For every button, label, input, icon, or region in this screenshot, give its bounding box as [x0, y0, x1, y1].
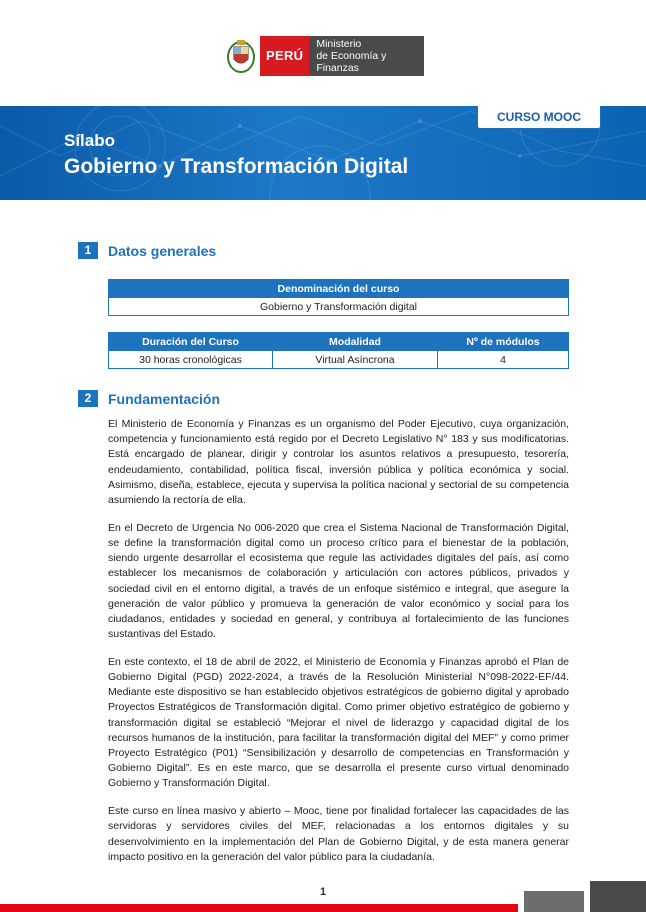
table-header: Nº de módulos: [438, 333, 569, 351]
logo-ministry-name: [309, 36, 424, 76]
paragraph: En el Decreto de Urgencia No 006-2020 que crea el Sistema Nacional de Transformación Digital, se define la transformación digital como un proceso crítico para el bienestar de la población, siendo urgente desarrollar el ecosistema que regule las actividades digitales del país, así como establecer los mecanismos de colaboración y articulación con actores públicos, privados y sociedad civil en el entorno digital, a través de un enfoque sistémico e integral, que asegure la generación de valor público y promueva la generación de valor económico y social para los ciudadanos, entidades y sociedad en general, y contribuya al fortalecimiento de las funciones sustantivas del Estado.: [108, 521, 569, 641]
table-header: Modalidad: [273, 333, 438, 351]
section-number: 1: [78, 242, 98, 259]
document-subtitle: Sílabo: [64, 131, 116, 150]
footer-dark-block: [590, 881, 646, 912]
paragraph: En este contexto, el 18 de abril de 2022, el Ministerio de Economía y Finanzas aprobó el Plan de Gobierno Digital (PGD) 2022-2024, a través de la Resolución Ministerial N°098-2022-EF/44. Mediante este dispositivo se han establecido objetivos estratégicos de gobierno digital y aprobado Proyectos Estratégicos de Transformación digital. Como primer objetivo estratégico de gobierno y transformación digital se estableció “Mejorar el nivel de liderazgo y capacidad digital de los recursos humanos de la institución, para facilitar la transformación digital del MEF” y como primer Proyecto Estratégico (P01) “Sensibilización y desarrollo de competencias en Transformación y Gobierno Digital”. Es en este marco, que se desarrolla el presente curso virtual denominado Gobierno y Transformación Digital.: [108, 655, 569, 790]
logo-ministry-line1: Ministerio: [316, 38, 362, 50]
ministry-logo: [226, 36, 424, 76]
footer-grey-block: [524, 891, 584, 912]
section-title: Datos generales: [108, 242, 217, 259]
document-title: Gobierno y Transformación Digital: [64, 155, 409, 178]
page-number: 1: [319, 886, 327, 898]
table-header: Duración del Curso: [109, 333, 273, 351]
section-number: 2: [78, 390, 98, 407]
course-name-table: [108, 279, 569, 316]
table-cell: Gobierno y Transformación digital: [109, 298, 569, 316]
course-type-tag: CURSO MOOC: [477, 106, 601, 129]
paragraph: Este curso en línea masivo y abierto – Mooc, tiene por finalidad fortalecer las capacidades de las servidoras y servidores civiles del MEF, relacionadas a los entornos digitales y su desenvolvimiento en la implementación del Plan de Gobierno Digital, y de esta manera generar impacto positivo en la generación del valor público para la ciudadanía.: [108, 805, 569, 863]
section-heading-datos-generales: [78, 242, 216, 259]
course-details-table: [108, 332, 569, 369]
logo-country: PERÚ: [260, 36, 309, 76]
table-cell: Virtual Asíncrona: [273, 351, 438, 369]
table-cell: 4: [438, 351, 569, 369]
section-heading-fundamentacion: [78, 390, 220, 407]
fundamentacion-body: [108, 417, 569, 877]
table-cell: 30 horas cronológicas: [109, 351, 273, 369]
table-header: Denominación del curso: [109, 280, 569, 298]
section-title: Fundamentación: [108, 390, 221, 407]
coat-of-arms-icon: [226, 37, 256, 75]
footer-red-bar: [0, 904, 518, 912]
paragraph: El Ministerio de Economía y Finanzas es un organismo del Poder Ejecutivo, cuya organización, competencia y funcionamiento está regido por el Decreto Legislativo N° 183 y sus modificatorias. Está encargado de planear, dirigir y controlar los asuntos relativos a presupuesto, tesorería, endeudamiento, contabilidad, política fiscal, inversión pública y política económica y social. Asimismo, diseña, establece, ejecuta y supervisa la política nacional y sectorial de su competencia asumiendo la rectoría de ella.: [108, 418, 569, 507]
logo-ministry-line2: de Economía y Finanzas: [316, 50, 387, 74]
